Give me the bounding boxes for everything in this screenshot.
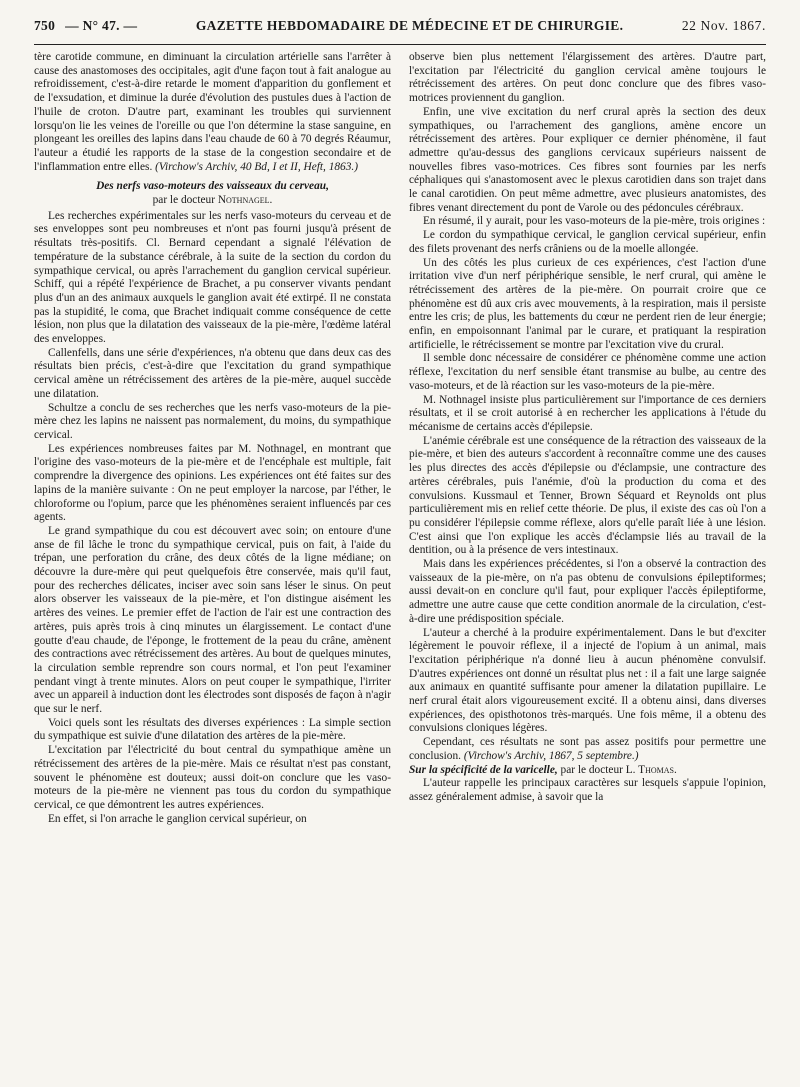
left-column — [34, 51, 391, 826]
page-number: 750 — [34, 18, 56, 33]
next-article-author-prefix: par le docteur — [560, 763, 623, 776]
paragraph: Le cordon du sympathique cervical, le ganglion cervical supérieur, enfin des filets provenant des nerfs crâniens ou de la moelle allongée. — [409, 229, 766, 255]
intro-reference: (Virchow's Archiv, 40 Bd, I et II, Heft, 1863.) — [155, 160, 359, 173]
paragraph: Voici quels sont les résultats des diverses expériences : La simple section du sympathique est suivie d'une dilatation des artères de la pie-mère. — [34, 716, 391, 743]
next-article-heading — [409, 764, 766, 778]
page-header — [34, 18, 766, 40]
paragraph: Enfin, une vive excitation du nerf crural après la section des deux sympathiques, ou l'arrachement des ganglions, amène encore un rétrécissement des artères. Pour expliquer ce dernier phénomène, il faut admettre qu'au-dessus des ganglions cervicaux supérieurs naissent de nouvelles fibres vaso-motrices. Ces fibres sont fournies par les nerfs céphaliques qui s'anastomosent avec le plexus carotidien dans son trajet dans le canal carotidien. On peut même admettre, avec plusieurs anatomistes, des fibres venant directement du pont de Varole ou des pédoncules cérébraux. — [409, 105, 766, 214]
header-left — [34, 18, 137, 34]
article-author: Nothnagel. — [217, 194, 273, 207]
paragraph: M. Nothnagel insiste plus particulièrement sur l'importance de ces derniers résultats, et il se croit autorisé à en rechercher les applications à l'étude du mécanisme de certains accès d'épilepsie. — [409, 393, 766, 433]
intro-paragraph — [34, 51, 391, 174]
paragraph: En effet, si l'on arrache le ganglion cervical supérieur, on — [48, 812, 307, 825]
closing-paragraph — [409, 736, 766, 763]
paragraph: Les expériences nombreuses faites par M. Nothnagel, en montrant que l'origine des vaso-moteurs de la pie-mère et de l'encéphale est multiple, fait comprendre la divergence des opinions. Les expériences ont été faites sur des lapins de la manière suivante : On ne peut employer la narcose, par l'éther, le chloroforme ou l'opium, parce que les phénomènes seraient influencés par ces agents. — [34, 442, 391, 524]
paragraph: Schultze a conclu de ses recherches que les nerfs vaso-moteurs de la pie-mère chez les lapins ne naissent pas normalement, du moins, du sympathique cervical. — [34, 401, 391, 441]
article-title: Des nerfs vaso-moteurs des vaisseaux du cerveau, — [96, 180, 329, 193]
header-rule — [34, 44, 766, 45]
closing-reference: (Virchow's Archiv, 1867, 5 septembre.) — [463, 749, 639, 762]
paragraph: L'anémie cérébrale est une conséquence de la rétraction des vaisseaux de la pie-mère, et bien des auteurs s'accordent à reconnaître comme une des causes les plus directes des accès d'épilepsie ou d'éclampsie, une contracture des artères cérébrales, puis l'anémie, d'où la production du coma et des convulsions. Kussmaul et Tenner, Brown Séquard et Reynolds ont plus particulièrement mis en relief cette théorie. De plus, il existe des cas où l'on a pu considérer l'épilepsie comme réflexe, alors qu'elle paraît liée à une lésion. C'est ainsi que l'on explique les accès d'éclampsie liés au travail de la dentition, ou à la présence de vers intestinaux. — [409, 434, 766, 557]
paragraph: Mais dans les expériences précédentes, si l'on a observé la contraction des vaisseaux de la pie-mère, on n'a pas obtenu de convulsions épileptiformes; aussi devait-on en conclure qu'il faut, pour expliquer l'accès épileptiforme, admettre une autre cause que cette condition anormale de la circulation, c'est-à-dire une prédisposition spéciale. — [409, 558, 766, 625]
intro-text: tère carotide commune, en diminuant la circulation artérielle sans l'arrêter à cause des anastomoses des occipitales, agit d'une façon tout à fait analogue au refroidissement, c'est-à-dire retarde le moment d'apparition du gonflement et de l'exsudation, et diminue la durée d'évolution des pustules dues à l'action de l'huile de croton. D'autre part, examinant les troubles qui surviennent lorsqu'on lie les veines de l'oreille ou que l'on détermine la stase sanguine, en plongeant les oreilles des lapins dans l'eau chaude de 60 à 70 degrés Réaumur, l'auteur a étudié les rapports de la stase de la congestion secondaire et de l'inflammation entre elles. — [34, 51, 391, 173]
paragraph: Un des côtés les plus curieux de ces expériences, c'est l'action d'une irritation vive d'un nerf périphérique sensible, le nerf crural, qui amène le rétrécissement des artères de la pie-mère. On pourrait croire que ce phénomène est dû aux cris avec mouvements, à la respiration, mais il persiste entre les cris; de plus, les battements du cœur ne perdent rien de leur énergie; enfin, en empoisonnant l'animal par le curare, et pratiquant la respiration artificielle, le rétrécissement se montre par l'excitation vive du crural. — [409, 256, 766, 351]
issue-date: 22 Nov. 1867. — [681, 18, 766, 33]
text-columns — [34, 51, 766, 826]
paragraph: L'auteur a cherché à la produire expérimentalement. Dans le but d'exciter légèrement le pouvoir réflexe, il a injecté de l'opium à un animal, mais l'excitation périphérique n'a donné lieu à aucun phénomène convulsif. D'autres expériences ont donné un résultat plus net : il a fait une large saignée aux animaux en quantité suffisante pour amener la dilatation pupillaire. Le nerf crural était alors vigoureusement excité. Il a obtenu ainsi, dans diverses expériences, des opisthotonos très-marqués. Une fois même, il a obtenu des convulsions cloniques légères. — [409, 626, 766, 735]
paragraph: observe bien plus nettement l'élargissement des artères. D'autre part, l'excitation par l'électricité du ganglion cervical amène toujours le rétrécissement des artères. On peut donc conclure que des fibres vaso-motrices proviennent du ganglion. — [409, 51, 766, 105]
issue-number: — N° 47. — — [65, 18, 138, 33]
article-author-prefix: par le docteur — [152, 194, 215, 207]
journal-title: GAZETTE HEBDOMADAIRE DE MÉDECINE ET DE CHIRURGIE. — [195, 18, 624, 33]
paragraph: En résumé, il y aurait, pour les vaso-moteurs de la pie-mère, trois origines : — [423, 215, 766, 228]
closing-text: Cependant, ces résultats ne sont pas assez positifs pour permettre une conclusion. — [409, 736, 766, 762]
paragraph: L'auteur rappelle les principaux caractères sur lesquels s'appuie l'opinion, assez généralement admise, à savoir que la — [409, 777, 766, 803]
paragraph: Les recherches expérimentales sur les nerfs vaso-moteurs du cerveau et de ses enveloppes sont peu nombreuses et n'ont pas fourni jusqu'à présent de résultats très-positifs. Cl. Bernard cependant a signalé l'élévation de température de la substance cérébrale, à la suite de la section du cordon du sympathique cervical, ou après l'arrachement du ganglion cervical supérieur. Schiff, qui a répété l'expérience de Brachet, a pu conserver vivants pendant plus d'un an des animaux auxquels le ganglion avait été extirpé. Il ne constata pas la stupidité, le coma, que Brachet indiquait comme conséquence de cette lésion, non plus que la dilatation des vaisseaux de la pie-mère, l'œdème latéral des enveloppes. — [34, 209, 391, 346]
paragraph: Le grand sympathique du cou est découvert avec soin; on entoure d'une anse de fil lâche le tronc du sympathique cervical, puis on fait, à l'aide du trépan, une perforation du crâne, des deux côtés de la ligne médiane; on découvre la dure-mère qui peut quelquefois être conservée, mais qu'il faut, pour des recherches délicates, inciser avec soin sans léser le sinus. On peut alors observer les vaisseaux de la pie-mère, et l'on distingue aisément les artères des veines. Le premier effet de l'action de l'air est une contraction des artères, puis après trois à cinq minutes un élargissement. Le contact d'une goutte d'eau chaude, de l'éponge, le frottement de la peau du crâne, amènent des contractions avec rétrécissement des artères. Au bout de quelques minutes, la circulation semble reprendre son cours normal, et l'on peut l'examiner pendant vingt à trente minutes. Alors on peut couper le sympathique, l'irriter avec un appareil à induction dont les électrodes sont disposés de façon à n'agir que sur le nerf. — [34, 524, 391, 716]
article-heading — [34, 180, 391, 207]
next-article-title: Sur la spécificité de la varicelle, — [409, 763, 558, 776]
paragraph: Callenfells, dans une série d'expériences, n'a obtenu que dans deux cas des résultats bien précis, c'est-à-dire que l'excitation du grand sympathique cervical amène un rétrécissement des artères de la pie-mère, auquel succède une dilatation. — [34, 346, 391, 400]
paragraph: L'excitation par l'électricité du bout central du sympathique amène un rétrécissement des artères de la pie-mère. Mais ce résultat n'est pas constant, souvent le phénomène est douteux; aussi doit-on conclure que les vaso-moteurs de la pie-mère ne viennent pas tous du cordon du sympathique cervical, ce que démontrent les autres expériences. — [34, 744, 391, 811]
right-column — [409, 51, 766, 826]
next-article-author: L. Thomas. — [625, 763, 677, 776]
paragraph: Il semble donc nécessaire de considérer ce phénomène comme une action réflexe, l'excitation du nerf sensible étant transmise au bulbe, au centre des vaso-moteurs, et de là réaction sur les vaso-moteurs de la pie-mère. — [409, 352, 766, 392]
